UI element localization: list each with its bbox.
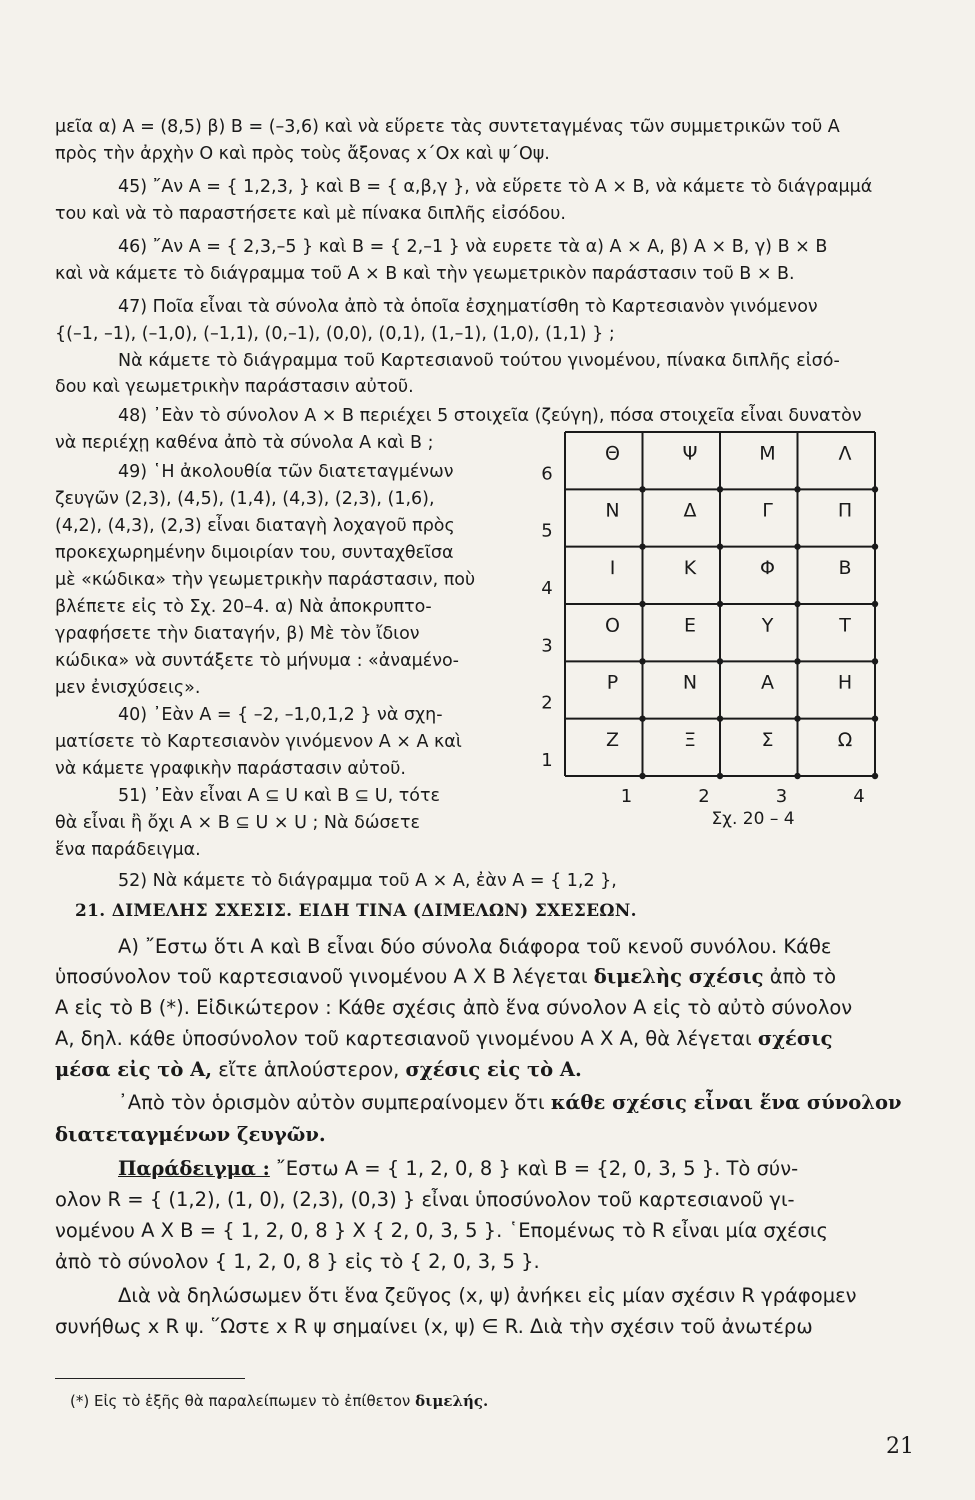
grid-letter: Η [837, 671, 853, 694]
exercise-line: δου καὶ γεωμετρικὴν παράστασιν αὐτοῦ. [55, 377, 414, 397]
exercise-line: μεῖα α) Α = (8,5) β) Β = (–3,6) καὶ νὰ εὕρετε τὰς συντεταγμένας τῶν συμμετρικῶν τοῦ Α [55, 117, 840, 137]
grid-point [794, 715, 800, 721]
grid-point [872, 601, 878, 607]
grid-letter: Σ [761, 729, 774, 751]
text-run: Εἰς τὸ ἑξῆς θὰ παραλείπωμεν τὸ ἐπίθετον [89, 1392, 416, 1410]
exercise-47-line: 47) Ποῖα εἶναι τὰ σύνολα ἀπὸ τὰ ὁποῖα ἐσχηματίσθη τὸ Καρτεσιανὸν γινόμενον [118, 297, 818, 317]
x-tick-label: 1 [620, 786, 633, 807]
exercise-46-line: 46) ῎Αν Α = { 2,3,–5 } καὶ Β = { 2,–1 } νὰ ευρετε τὰ α) Α × Α, β) Α × Β, γ) Β × Β [118, 237, 828, 257]
grid-point [717, 658, 723, 664]
exercise-49-line: 49) ῾Η ἀκολουθία τῶν διατεταγμένων [118, 462, 454, 482]
grid-point [794, 486, 800, 492]
term-bold: σχέσις εἰς τὸ Α. [405, 1058, 582, 1081]
grid-letter: Κ [683, 557, 697, 579]
grid-letter: Δ [683, 499, 697, 522]
text-run: ἀπὸ τὸ [763, 965, 837, 988]
exercise-line: βλέπετε εἰς τὸ Σχ. 20–4. α) Νὰ ἀποκρυπτο- [55, 597, 432, 617]
exercise-line: (4,2), (4,3), (2,3) εἶναι διαταγὴ λοχαγοῦ πρὸς [55, 516, 455, 536]
y-tick-label: 1 [541, 750, 553, 771]
grid-point [639, 658, 645, 664]
exercise-line: ἕνα παράδειγμα. [55, 840, 201, 860]
grid-point [639, 773, 645, 779]
exercise-line: πρὸς τὴν ἀρχὴν Ο καὶ πρὸς τοὺς ἄξονας x΄Ox καὶ ψ΄Oψ. [55, 144, 550, 164]
term-bold: σχέσις [757, 1027, 833, 1050]
exercise-line: νὰ περιέχῃ καθένα ἀπὸ τὰ σύνολα Α καὶ Β ; [55, 433, 434, 453]
grid-letter: Ν [682, 671, 698, 694]
grid-letter: Π [837, 499, 853, 522]
grid-point [717, 773, 723, 779]
grid-letter: Ρ [606, 671, 619, 694]
grid-point [794, 543, 800, 549]
exercise-45-line: 45) ῎Αν Α = { 1,2,3, } καὶ Β = { α,β,γ }, νὰ εὕρετε τὸ Α × Β, νὰ κάμετε τὸ διάγραμμά [118, 177, 873, 197]
example-line: νομένου Α Χ Β = { 1, 2, 0, 8 } Χ { 2, 0, 3, 5 }. ῾Επομένως τὸ R εἶναι μία σχέσις [55, 1219, 828, 1242]
paragraph-line [55, 1028, 833, 1050]
exercise-line: {(–1, –1), (–1,0), (–1,1), (0,–1), (0,0), (0,1), (1,–1), (1,0), (1,1) } ; [55, 324, 615, 344]
grid-point [872, 543, 878, 549]
paragraph-line: Διὰ νὰ δηλώσωμεν ὅτι ἕνα ζεῦγος (x, ψ) ἀνήκει εἰς μίαν σχέσιν R γράφομεν [118, 1284, 857, 1307]
exercise-line: γραφήσετε τὴν διαταγήν, β) Μὲ τὸν ἴδιον [55, 624, 420, 644]
exercise-line: κώδικα» νὰ συντάξετε τὸ μήνυμα : «ἀναμένο- [55, 651, 459, 671]
grid-point [639, 486, 645, 492]
footnote-marker: (*) [70, 1392, 90, 1410]
grid-letter: Ζ [605, 729, 620, 751]
grid-letter: Ψ [682, 442, 698, 465]
grid-letter: Ξ [683, 729, 697, 751]
example-line: ἀπὸ τὸ σύνολον { 1, 2, 0, 8 } εἰς τὸ { 2, 0, 3, 5 }. [55, 1250, 540, 1273]
term-bold: διμελής. [415, 1392, 489, 1410]
figure-caption: Σχ. 20 – 4 [711, 809, 795, 829]
exercise-line: μὲ «κώδικα» τὴν γεωμετρικὴν παράστασιν, ποὺ [55, 570, 476, 590]
grid-letter: Ο [605, 614, 620, 637]
code-grid-figure [525, 420, 895, 840]
grid-letter: Ι [609, 557, 616, 579]
term-bold: διατεταγμένων ζευγῶν. [55, 1123, 326, 1146]
paragraph-line [55, 1124, 326, 1146]
exercise-52-line: 52) Νὰ κάμετε τὸ διάγραμμα τοῦ Α × Α, ἐὰν Α = { 1,2 }, [118, 871, 617, 891]
exercise-line: του καὶ νὰ τὸ παραστήσετε καὶ μὲ πίνακα διπλῆς εἰσόδου. [55, 204, 566, 224]
grid-point [794, 773, 800, 779]
exercise-line: καὶ νὰ κάμετε τὸ διάγραμμα τοῦ Α × Β καὶ τὴν γεωμετρικὸν παράστασιν τοῦ Β × Β. [55, 264, 795, 284]
grid-letter: Θ [605, 442, 620, 465]
footnote-rule [55, 1378, 245, 1379]
exercise-51-line: 51) ᾽Εὰν εἶναι Α ⊆ U καὶ Β ⊆ U, τότε [118, 786, 440, 806]
grid-letter: Β [838, 557, 852, 579]
grid-letter: Γ [762, 499, 773, 522]
text-run: ὑποσύνολον τοῦ καρτεσιανοῦ γινομένου Α Χ Β λέγεται [55, 965, 594, 988]
paragraph-line: Α εἰς τὸ Β (*). Εἰδικώτερον : Κάθε σχέσις ἀπὸ ἕνα σύνολον Α εἰς τὸ αὐτὸ σύνολον [55, 996, 853, 1019]
exercise-48-line: 48) ᾽Εὰν τὸ σύνολον Α × Β περιέχει 5 στοιχεῖα (ζεύγη), πόσα στοιχεῖα εἶναι δυνατὸν [118, 406, 862, 426]
grid-point [872, 486, 878, 492]
grid-point [794, 601, 800, 607]
example-line: ολον R = { (1,2), (1, 0), (2,3), (0,3) } εἶναι ὑποσύνολον τοῦ καρτεσιανοῦ γι- [55, 1188, 795, 1211]
paragraph-line [55, 1059, 582, 1081]
paragraph-line [118, 1092, 902, 1114]
exercise-line: Νὰ κάμετε τὸ διάγραμμα τοῦ Καρτεσιανοῦ τούτου γινομένου, πίνακα διπλῆς εἰσό- [118, 351, 840, 371]
grid-letter: Α [761, 671, 774, 694]
section-heading: 21. ΔΙΜΕΛΗΣ ΣΧΕΣΙΣ. ΕΙΔΗ ΤΙΝΑ (ΔΙΜΕΛΩΝ) ΣΧΕΣΕΩΝ. [75, 901, 637, 921]
paragraph-line: Α) ῎Εστω ὅτι Α καὶ Β εἶναι δύο σύνολα διάφορα τοῦ κενοῦ συνόλου. Κάθε [118, 935, 832, 958]
grid-letter: Φ [760, 557, 775, 579]
term-bold: μέσα εἰς τὸ Α, [55, 1058, 213, 1081]
grid-point [717, 543, 723, 549]
footnote [70, 1390, 488, 1412]
example-label: Παράδειγμα : [118, 1157, 270, 1180]
exercise-line: προκεχωρημένην διμοιρίαν του, συνταχθεῖσα [55, 543, 454, 563]
exercise-40-line: 40) ᾽Εὰν Α = { –2, –1,0,1,2 } νὰ σχη- [118, 705, 443, 725]
grid-point [872, 715, 878, 721]
exercise-line: θὰ εἶναι ἢ ὄχι Α × Β ⊆ U × U ; Νὰ δώσετε [55, 813, 421, 833]
grid-point [717, 601, 723, 607]
y-tick-label: 6 [541, 463, 553, 485]
grid-tick-labels [541, 463, 864, 807]
grid-point [872, 773, 878, 779]
grid-point [639, 543, 645, 549]
grid-letter: Ε [683, 614, 697, 637]
grid-letter: Τ [839, 614, 851, 637]
exercise-line: ματίσετε τὸ Καρτεσιανὸν γινόμενον Α × Α καὶ [55, 732, 462, 752]
y-tick-label: 5 [541, 520, 553, 542]
x-tick-label: 2 [698, 786, 710, 807]
paragraph-line [55, 966, 836, 988]
y-tick-label: 4 [541, 578, 553, 599]
term-bold: κάθε σχέσις εἶναι ἕνα σύνολον [550, 1091, 902, 1114]
text-run: ῎Εστω Α = { 1, 2, 0, 8 } καὶ Β = {2, 0, 3, 5 }. Τὸ σύν- [269, 1157, 799, 1180]
paragraph-line: συνήθως x R ψ. ῞Ωστε x R ψ σημαίνει (x, ψ) ∈ R. Διὰ τὴν σχέσιν τοῦ ἀνωτέρω [55, 1315, 813, 1338]
grid-letter: Μ [759, 442, 776, 465]
x-tick-label: 4 [853, 786, 865, 807]
grid-point [717, 715, 723, 721]
grid-letter: Ω [837, 729, 853, 751]
y-tick-label: 2 [541, 692, 553, 714]
page-number: 21 [886, 1434, 914, 1459]
exercise-line: μεν ἐνισχύσεις». [55, 678, 201, 698]
text-run: Α, δηλ. κάθε ὑποσύνολον τοῦ καρτεσιανοῦ γινομένου Α Χ Α, θὰ λέγεται [55, 1027, 758, 1050]
grid-letter: Ν [605, 499, 620, 522]
grid-point [872, 658, 878, 664]
y-tick-label: 3 [541, 635, 553, 657]
exercise-line: νὰ κάμετε γραφικὴν παράστασιν αὐτοῦ. [55, 759, 406, 779]
text-run: εἴτε ἁπλούστερον, [212, 1058, 406, 1081]
grid-point [639, 601, 645, 607]
example-line [118, 1158, 798, 1180]
grid-letter: Λ [838, 442, 852, 465]
text-run: ᾽Απὸ τὸν ὁρισμὸν αὐτὸν συμπεραίνομεν ὅτι [118, 1091, 551, 1114]
x-tick-label: 3 [775, 786, 788, 807]
grid-point [794, 658, 800, 664]
grid-point [717, 486, 723, 492]
term-bold: διμελὴς σχέσις [593, 965, 764, 988]
grid-point [639, 715, 645, 721]
exercise-line: ζευγῶν (2,3), (4,5), (1,4), (4,3), (2,3), (1,6), [55, 489, 435, 509]
grid-letter: Υ [761, 614, 774, 637]
